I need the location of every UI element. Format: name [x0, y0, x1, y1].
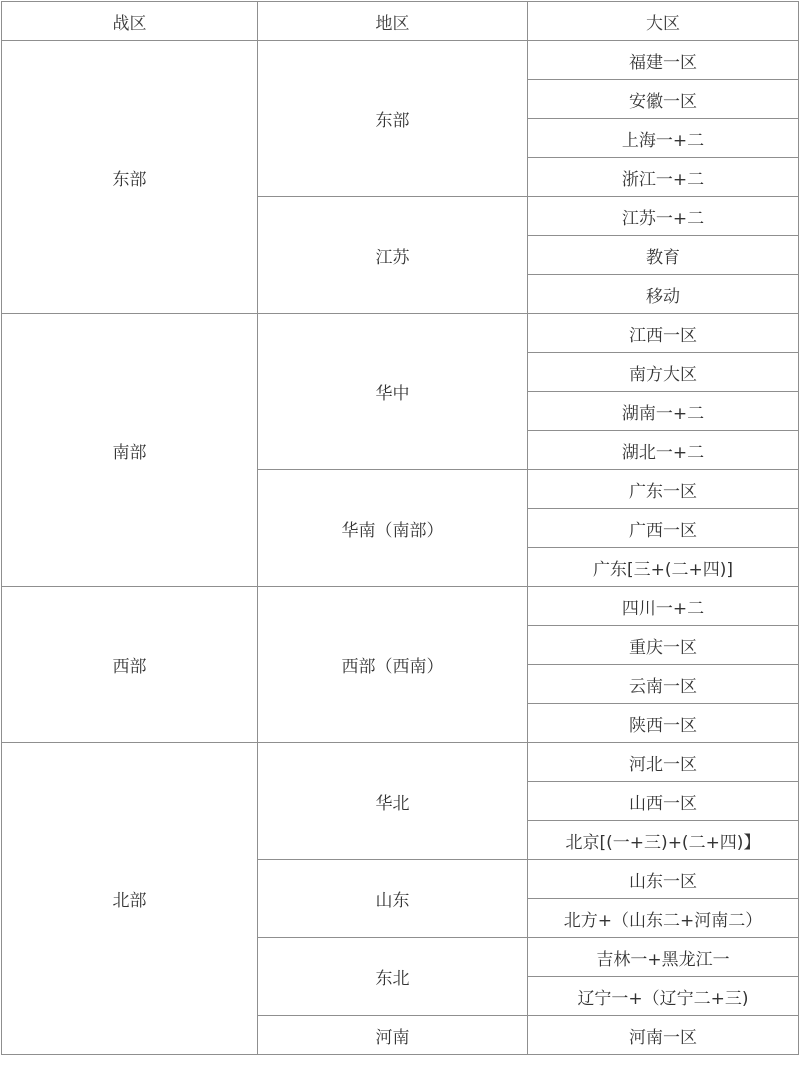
area-cell: 广西一区 [528, 509, 799, 548]
area-cell: 湖南一+二 [528, 392, 799, 431]
table-row [2, 314, 799, 353]
area-cell: 广东一区 [528, 470, 799, 509]
area-cell: 湖北一+二 [528, 431, 799, 470]
area-cell: 吉林一+黑龙江一 [528, 938, 799, 977]
area-cell: 四川一+二 [528, 587, 799, 626]
region-cell: 华北 [258, 743, 528, 860]
area-cell: 河南一区 [528, 1016, 799, 1055]
area-cell: 山东一区 [528, 860, 799, 899]
table-row [2, 743, 799, 782]
area-cell: 上海一+二 [528, 119, 799, 158]
area-cell: 安徽一区 [528, 80, 799, 119]
region-cell: 江苏 [258, 197, 528, 314]
region-cell: 东部 [258, 41, 528, 197]
area-cell: 江西一区 [528, 314, 799, 353]
table-row [2, 41, 799, 80]
region-cell: 山东 [258, 860, 528, 938]
zone-cell: 东部 [2, 41, 258, 314]
area-cell: 陕西一区 [528, 704, 799, 743]
area-cell: 北京[(一+三)+(二+四)】 [528, 821, 799, 860]
zone-cell: 南部 [2, 314, 258, 587]
table-header-row [2, 2, 799, 41]
column-header-zone: 战区 [2, 2, 258, 41]
area-cell: 重庆一区 [528, 626, 799, 665]
zone-region-table [1, 1, 799, 1055]
region-cell: 华中 [258, 314, 528, 470]
zone-cell: 西部 [2, 587, 258, 743]
area-cell: 河北一区 [528, 743, 799, 782]
area-cell: 山西一区 [528, 782, 799, 821]
area-cell: 南方大区 [528, 353, 799, 392]
area-cell: 北方+（山东二+河南二） [528, 899, 799, 938]
column-header-region: 地区 [258, 2, 528, 41]
area-cell: 福建一区 [528, 41, 799, 80]
area-cell: 浙江一+二 [528, 158, 799, 197]
area-cell: 云南一区 [528, 665, 799, 704]
column-header-area: 大区 [528, 2, 799, 41]
region-cell: 河南 [258, 1016, 528, 1055]
region-cell: 西部（西南） [258, 587, 528, 743]
area-cell: 广东[三+(二+四)] [528, 548, 799, 587]
table-row [2, 587, 799, 626]
region-cell: 东北 [258, 938, 528, 1016]
area-cell: 辽宁一+（辽宁二+三) [528, 977, 799, 1016]
region-cell: 华南（南部） [258, 470, 528, 587]
area-cell: 江苏一+二 [528, 197, 799, 236]
area-cell: 教育 [528, 236, 799, 275]
area-cell: 移动 [528, 275, 799, 314]
zone-cell: 北部 [2, 743, 258, 1055]
